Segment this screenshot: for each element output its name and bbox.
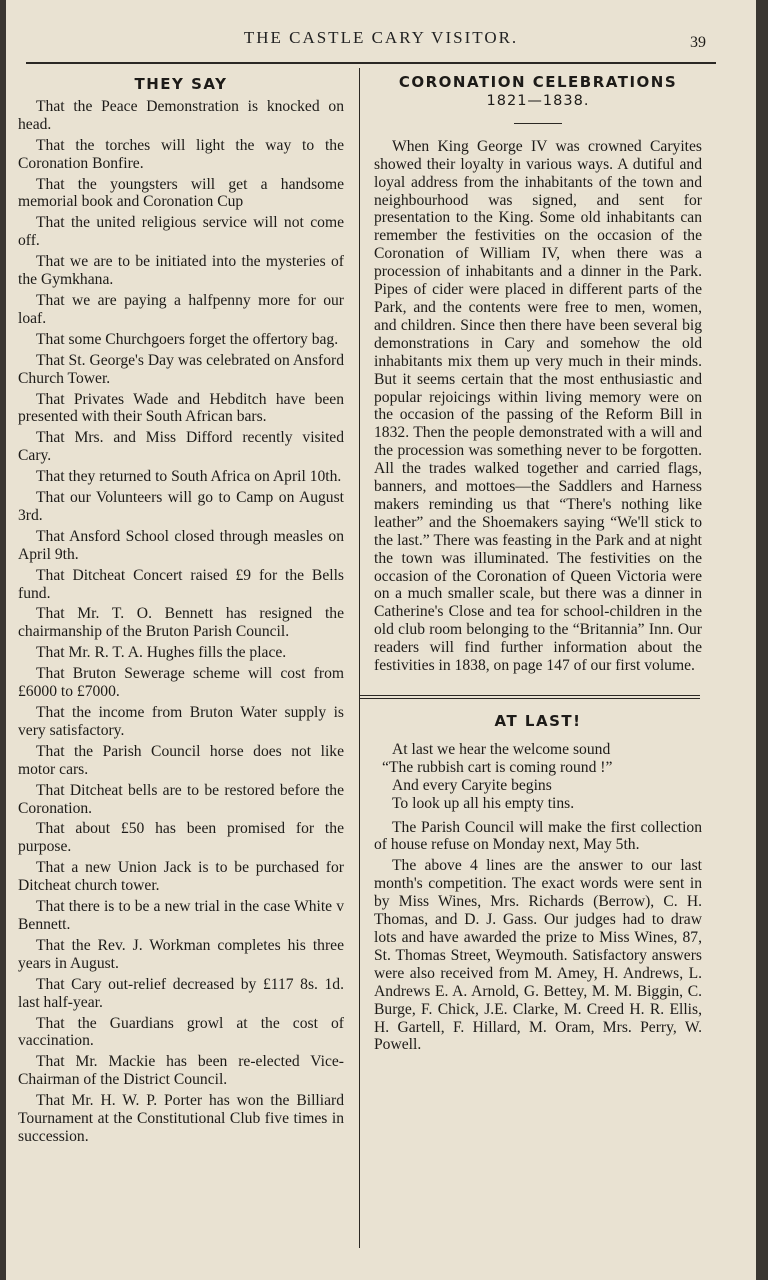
they-say-item: That we are to be initiated into the mysteries of the Gymkhana. (18, 253, 344, 289)
they-say-item: That they returned to South Africa on April 10th. (36, 468, 342, 486)
they-say-item: That the torches will light the way to the Coronation Bonfire. (18, 136, 344, 172)
competition-results: The above 4 lines are the answer to our last month's competition. The exact words were sent in by Miss Wines, Mrs. Richards (Berrow), C. H. Thomas, and D. J. Gass. Our judges had to draw lots and have awarded the prize to Miss Wines, 87, St. Thomas Street, Weymouth. Satisfactory answers were also received from M. Amey, H. Andrews, L. Andrews E. A. Arnold, G. Bettey, M. M. Biggin, C. Burge, F. Chick, J.E. Clarke, M. Creed H. R. Ellis, H. Gartell, F. Hillard, M. Oram, Mrs. Perry, W. Powell. (374, 857, 702, 1054)
they-say-item: That Mr. T. O. Bennett has resigned the chairmanship of the Bruton Parish Council. (18, 605, 344, 641)
left-column (18, 74, 344, 1149)
right-column (374, 74, 702, 1057)
poem-line: And every Caryite begins (392, 776, 552, 794)
they-say-item: That Ansford School closed through measles on April 9th. (18, 527, 344, 563)
they-say-item: That Ditcheat Concert raised £9 for the Bells fund. (18, 566, 344, 602)
poem (374, 741, 702, 813)
they-say-item: That some Churchgoers forget the offertory bag. (36, 330, 339, 348)
they-say-item: That there is to be a new trial in the case White v Bennett. (18, 898, 344, 933)
they-say-item: That Bruton Sewerage scheme will cost from £6000 to £7000. (18, 665, 344, 701)
they-say-heading: THEY SAY (134, 75, 228, 93)
header-rule (26, 62, 716, 64)
they-say-item: That the united religious service will not come off. (18, 214, 344, 250)
poem-line: “The rubbish cart is coming round !” (382, 758, 613, 776)
they-say-item: That the income from Bruton Water supply is very satisfactory. (18, 704, 344, 739)
they-say-list (18, 98, 344, 1146)
they-say-item: That the Parish Council horse does not like motor cars. (18, 742, 344, 778)
poem-line: To look up all his empty tins. (392, 794, 575, 812)
they-say-item: That the Guardians growl at the cost of vaccination. (18, 1014, 344, 1050)
they-say-item: That Mr. Mackie has been re-elected Vice-Chairman of the District Council. (18, 1053, 344, 1089)
at-last-heading: AT LAST! (494, 712, 582, 730)
they-say-item: That the Rev. J. Workman completes his three years in August. (18, 936, 344, 972)
they-say-item: That the youngsters will get a handsome memorial book and Coronation Cup (18, 175, 344, 211)
they-say-item: That the Peace Demonstration is knocked on head. (18, 97, 344, 133)
they-say-item: That our Volunteers will go to Camp on August 3rd. (18, 489, 344, 524)
they-say-item: That Cary out-relief decreased by £117 8s. 1d. last half-year. (18, 975, 344, 1011)
page-number: 39 (690, 34, 706, 51)
coronation-heading: CORONATION CELEBRATIONS (398, 73, 678, 91)
they-say-item: That we are paying a halfpenny more for our loaf. (18, 291, 344, 327)
they-say-item: That about £50 has been promised for the purpose. (18, 820, 344, 856)
they-say-item: That Ditcheat bells are to be restored before the Coronation. (18, 781, 344, 817)
column-rule (359, 68, 360, 1248)
running-title: THE CASTLE CARY VISITOR. (243, 28, 519, 47)
collection-notice: The Parish Council will make the first collection of house refuse on Monday next, May 5th. (374, 818, 702, 854)
they-say-item: That Privates Wade and Hebditch have been presented with their South African bars. (18, 390, 344, 426)
short-rule (514, 123, 562, 124)
section-divider (360, 695, 700, 699)
they-say-item: That Mr. R. T. A. Hughes fills the place. (36, 644, 287, 662)
page (6, 0, 756, 1280)
they-say-item: That St. George's Day was celebrated on Ansford Church Tower. (18, 351, 344, 387)
they-say-item: That Mrs. and Miss Difford recently visited Cary. (18, 429, 344, 465)
they-say-item: That a new Union Jack is to be purchased for Ditcheat church tower. (18, 859, 344, 895)
coronation-dates: 1821—1838. (486, 92, 590, 109)
they-say-item: That Mr. H. W. P. Porter has won the Billiard Tournament at the Constitutional Club five times in succession. (18, 1092, 344, 1145)
coronation-article: When King George IV was crowned Caryites showed their loyalty in various ways. A dutiful and loyal address from the inhabitants of the town and neighbourhood was signed, and sent for presentation to the King. Some old inhabitants can remember the festivities on the occasion of the Coronation of William IV, when there was a procession of inhabitants and a dinner in the Park. Pipes of cider were placed in different parts of the Park, and the contents were free to men, women, and children. Since then there have been several big demonstrations in Cary and somehow the old inhabitants mix them up very much in their minds. But it seems certain that the most enthusiastic and popular rejoicings within living memory were on the occasion of the passing of the Reform Bill in 1832. Then the people demonstrated with a will and the procession was something never to be forgotten. All the trades walked together and carried flags, banners, and mottoes—the Saddlers and Harness makers reminding us that “There's nothing like leather” and the Shoemakers saying “We'll stick to the last.” There was feasting in the Park and at night the town was illuminated. The festivities on the occasion of the Coronation of Queen Victoria were on a much smaller scale, but there was a dinner in Catherine's Close and tea for school-children in the old club room belonging to the “Britannia” Inn. Our readers will find further information about the festivities in 1838, on page 147 of our first volume. (374, 137, 702, 675)
poem-line: At last we hear the welcome sound (392, 740, 611, 758)
